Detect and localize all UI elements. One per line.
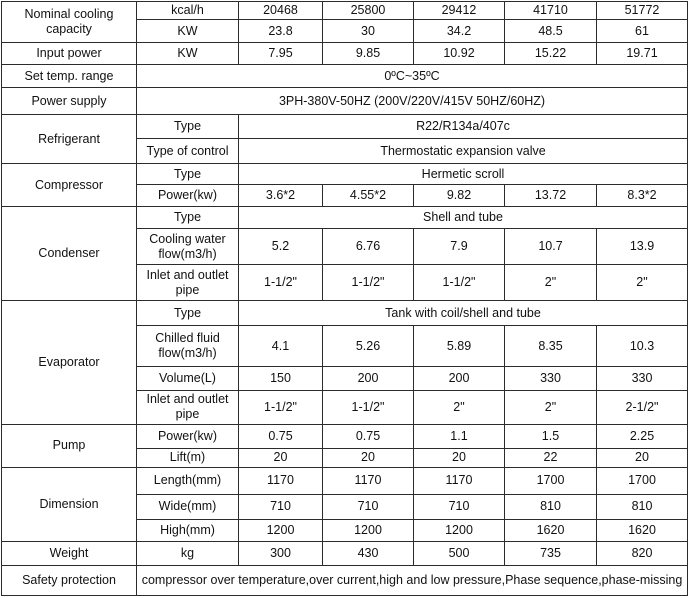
value-cell: 10.7 — [505, 229, 597, 265]
value-cell: 710 — [323, 494, 414, 519]
label-nominal-capacity: Nominal cooling capacity — [2, 2, 137, 43]
value-cell: 20 — [323, 448, 414, 467]
sublabel-inlet-outlet-pipe: Inlet and outlet pipe — [137, 390, 239, 424]
value-cell: 2-1/2" — [597, 390, 688, 424]
sublabel-chilled-fluid-flow: Chilled fluid flow(m3/h) — [137, 326, 239, 367]
value-evaporator-type: Tank with coil/shell and tube — [239, 301, 688, 326]
value-cell: 330 — [597, 367, 688, 390]
sublabel-type: Type — [137, 207, 239, 229]
label-input-power: Input power — [2, 43, 137, 65]
value-cell: 4.1 — [239, 326, 323, 367]
value-cell: 7.9 — [414, 229, 505, 265]
row-weight — [2, 541, 688, 565]
value-cell: 3.6*2 — [239, 185, 323, 207]
row-evaporator-type — [2, 301, 688, 326]
value-cell: 1-1/2" — [239, 265, 323, 301]
value-cell: 1170 — [414, 467, 505, 494]
value-cell: 1.5 — [505, 424, 597, 448]
unit-kw: KW — [137, 20, 239, 43]
row-set-temp — [2, 65, 688, 88]
sublabel-power: Power(kw) — [137, 424, 239, 448]
value-cell: 20 — [597, 448, 688, 467]
label-power-supply: Power supply — [2, 88, 137, 115]
value-cell: 13.9 — [597, 229, 688, 265]
value-cell: 7.95 — [239, 43, 323, 65]
value-cell: 810 — [505, 494, 597, 519]
sublabel-power: Power(kw) — [137, 185, 239, 207]
value-cell: 2.25 — [597, 424, 688, 448]
value-cell: 25800 — [323, 2, 414, 20]
row-power-supply — [2, 88, 688, 115]
value-cell: 48.5 — [505, 20, 597, 43]
value-cell: 2" — [505, 265, 597, 301]
value-cell: 5.2 — [239, 229, 323, 265]
spec-table — [1, 1, 688, 596]
value-cell: 200 — [414, 367, 505, 390]
value-cell: 51772 — [597, 2, 688, 20]
value-cell: 19.71 — [597, 43, 688, 65]
label-dimension: Dimension — [2, 467, 137, 541]
value-cell: 1-1/2" — [414, 265, 505, 301]
label-safety-protection: Safety protection — [2, 565, 137, 595]
value-cell: 710 — [239, 494, 323, 519]
value-cell: 29412 — [414, 2, 505, 20]
sublabel-length: Length(mm) — [137, 467, 239, 494]
value-cell: 300 — [239, 541, 323, 565]
label-pump: Pump — [2, 424, 137, 467]
unit-kg: kg — [137, 541, 239, 565]
sublabel-wide: Wide(mm) — [137, 494, 239, 519]
value-cell: 10.3 — [597, 326, 688, 367]
row-compressor-type — [2, 164, 688, 185]
value-cell: 1-1/2" — [239, 390, 323, 424]
row-refrigerant-type — [2, 115, 688, 139]
value-cell: 1700 — [597, 467, 688, 494]
label-weight: Weight — [2, 541, 137, 565]
value-cell: 23.8 — [239, 20, 323, 43]
value-cell: 820 — [597, 541, 688, 565]
unit-kw: KW — [137, 43, 239, 65]
value-cell: 1200 — [239, 519, 323, 541]
row-input-power — [2, 43, 688, 65]
sublabel-inlet-outlet-pipe: Inlet and outlet pipe — [137, 265, 239, 301]
value-cell: 8.35 — [505, 326, 597, 367]
row-safety — [2, 565, 688, 595]
sublabel-type: Type — [137, 164, 239, 185]
value-cell: 22 — [505, 448, 597, 467]
sublabel-high: High(mm) — [137, 519, 239, 541]
label-refrigerant: Refrigerant — [2, 115, 137, 164]
value-cell: 430 — [323, 541, 414, 565]
sublabel-volume: Volume(L) — [137, 367, 239, 390]
value-cell: 20 — [239, 448, 323, 467]
value-cell: 1620 — [597, 519, 688, 541]
value-cell: 200 — [323, 367, 414, 390]
value-cell: 1700 — [505, 467, 597, 494]
value-cell: 30 — [323, 20, 414, 43]
value-cell: 2" — [505, 390, 597, 424]
row-pump-power — [2, 424, 688, 448]
value-cell: 20 — [414, 448, 505, 467]
value-cell: 735 — [505, 541, 597, 565]
value-cell: 330 — [505, 367, 597, 390]
sublabel-type: Type — [137, 301, 239, 326]
value-cell: 41710 — [505, 2, 597, 20]
value-cell: 1200 — [414, 519, 505, 541]
value-cell: 34.2 — [414, 20, 505, 43]
value-cell: 1-1/2" — [323, 390, 414, 424]
value-power-supply: 3PH-380V-50HZ (200V/220V/415V 50HZ/60HZ) — [137, 88, 688, 115]
sublabel-lift: Lift(m) — [137, 448, 239, 467]
value-cell: 8.3*2 — [597, 185, 688, 207]
row-condenser-type — [2, 207, 688, 229]
value-cell: 61 — [597, 20, 688, 43]
value-condenser-type: Shell and tube — [239, 207, 688, 229]
label-evaporator: Evaporator — [2, 301, 137, 424]
value-cell: 0.75 — [239, 424, 323, 448]
row-nominal-kcal — [2, 2, 688, 20]
value-cell: 150 — [239, 367, 323, 390]
value-cell: 1.1 — [414, 424, 505, 448]
sublabel-cooling-water-flow: Cooling water flow(m3/h) — [137, 229, 239, 265]
value-cell: 10.92 — [414, 43, 505, 65]
value-cell: 20468 — [239, 2, 323, 20]
value-cell: 5.26 — [323, 326, 414, 367]
value-cell: 9.85 — [323, 43, 414, 65]
value-cell: 15.22 — [505, 43, 597, 65]
value-cell: 6.76 — [323, 229, 414, 265]
value-cell: 4.55*2 — [323, 185, 414, 207]
value-cell: 810 — [597, 494, 688, 519]
value-cell: 1170 — [323, 467, 414, 494]
value-cell: 710 — [414, 494, 505, 519]
value-control: Thermostatic expansion valve — [239, 139, 688, 164]
value-set-temp: 0ºC~35ºC — [137, 65, 688, 88]
label-condenser: Condenser — [2, 207, 137, 301]
value-cell: 1-1/2" — [323, 265, 414, 301]
value-cell: 1170 — [239, 467, 323, 494]
row-dimension-length — [2, 467, 688, 494]
value-refrigerant-type: R22/R134a/407c — [239, 115, 688, 139]
value-cell: 500 — [414, 541, 505, 565]
value-safety-protection: compressor over temperature,over current,high and low pressure,Phase sequence,phase-missing — [137, 565, 688, 595]
unit-kcal: kcal/h — [137, 2, 239, 20]
value-cell: 1200 — [323, 519, 414, 541]
label-set-temp: Set temp. range — [2, 65, 137, 88]
value-cell: 2" — [414, 390, 505, 424]
value-cell: 2" — [597, 265, 688, 301]
sublabel-type: Type — [137, 115, 239, 139]
value-cell: 13.72 — [505, 185, 597, 207]
label-compressor: Compressor — [2, 164, 137, 207]
value-cell: 5.89 — [414, 326, 505, 367]
sublabel-type-of-control: Type of control — [137, 139, 239, 164]
value-cell: 9.82 — [414, 185, 505, 207]
value-cell: 0.75 — [323, 424, 414, 448]
value-compressor-type: Hermetic scroll — [239, 164, 688, 185]
value-cell: 1620 — [505, 519, 597, 541]
